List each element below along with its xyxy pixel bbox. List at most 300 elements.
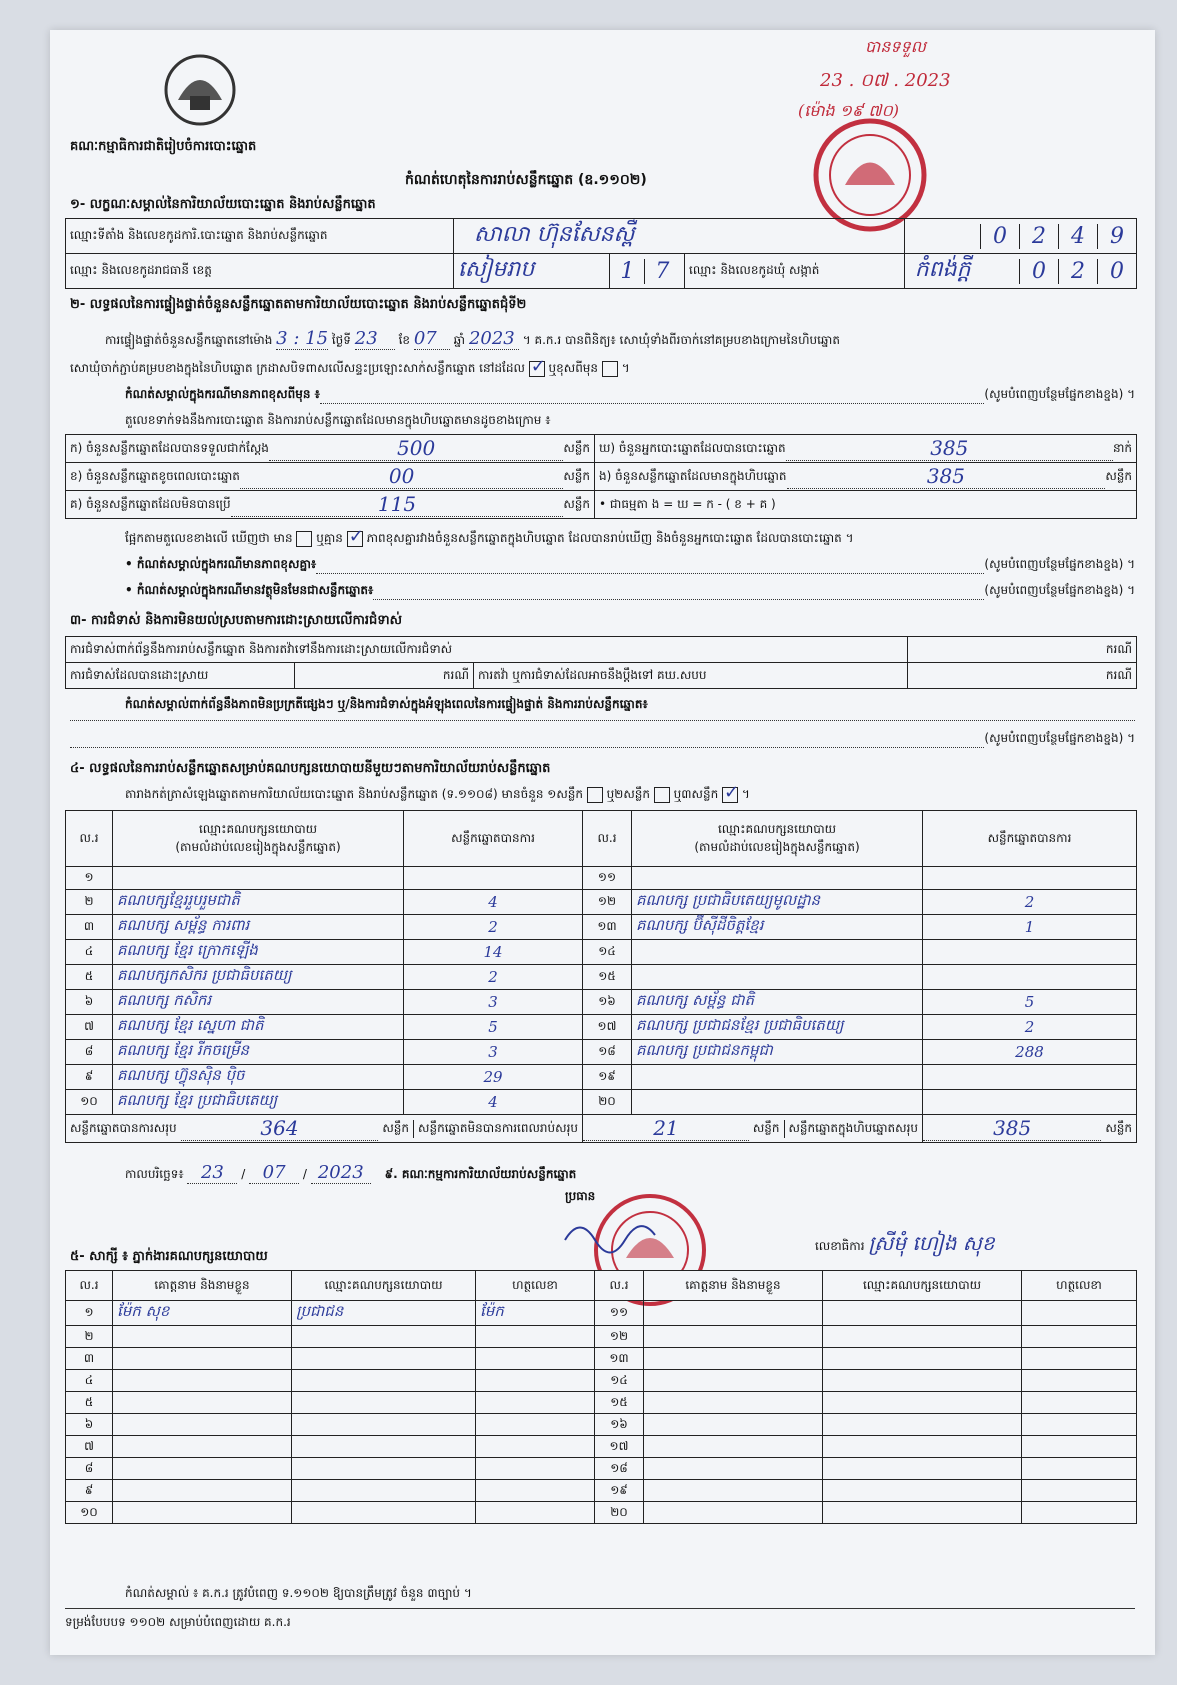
vote-count[interactable]: 1 — [923, 915, 1137, 940]
party-name[interactable]: គណបក្ស ខ្មែរ ក្រោកឡើង — [113, 940, 404, 965]
row-number: ១៧ — [583, 1015, 632, 1040]
witness-name[interactable] — [644, 1414, 823, 1436]
total-invalid-value[interactable]: 21 — [583, 1116, 749, 1141]
difference-line — [125, 530, 854, 548]
witness-name[interactable] — [113, 1392, 292, 1414]
station-info-table — [65, 218, 1137, 289]
foreign-object-note-line — [125, 582, 1135, 600]
witness-party[interactable] — [823, 1370, 1022, 1392]
witness-name[interactable] — [644, 1502, 823, 1524]
witness-name[interactable] — [644, 1301, 823, 1326]
vote-count[interactable]: 5 — [404, 1015, 583, 1040]
witness-name[interactable] — [644, 1458, 823, 1480]
witness-col-no: ល.រ — [595, 1271, 644, 1301]
changed-checkbox[interactable] — [602, 361, 618, 377]
witness-table — [65, 1270, 1137, 1524]
total-box-unit: សន្លឹក — [1105, 1120, 1132, 1135]
vote-count[interactable] — [923, 1065, 1137, 1090]
row-number: ១៦ — [595, 1414, 644, 1436]
difference-no-checkbox[interactable] — [347, 531, 363, 547]
count-label: ក) ចំនួនសន្លឹកឆ្នោតដែលបានទទួលជាក់ស្តែង — [70, 440, 269, 455]
form-sheet — [50, 30, 1155, 1655]
changed-label: ឬខុសពីមុន — [548, 361, 599, 375]
count-intro: តួលេខទាក់ទងនឹងការបោះឆ្នោត និងការរាប់សន្លឹកឆ្នោតដែលមានក្នុងហិបឆ្នោតមានដូចខាងក្រោម ៖ — [125, 413, 551, 427]
witness-party[interactable] — [823, 1502, 1022, 1524]
row-number: ៧ — [66, 1436, 113, 1458]
witness-body — [66, 1301, 1137, 1524]
foreign-object-note-label: • កំណត់សម្គាល់ក្នុងករណីមានវត្ថុមិនមែនជាសន្លឹកឆ្នោត៖ — [125, 583, 374, 597]
station-code-digit: 0 — [980, 224, 1019, 249]
verify-day[interactable]: 23 — [355, 328, 395, 350]
row-number: ១៩ — [583, 1065, 632, 1090]
station-code-digit: 4 — [1058, 224, 1097, 249]
witness-party[interactable] — [823, 1326, 1022, 1348]
two-sheet-label: ឬ២សន្លឹក — [606, 787, 651, 801]
party-name[interactable] — [113, 867, 404, 890]
commune-code-digit: 0 — [1019, 259, 1058, 284]
results-header-row — [66, 811, 1137, 867]
row-number: ១៣ — [583, 915, 632, 940]
count-label: ង) ចំនួនសន្លឹកឆ្នោតដែលមានក្នុងហិបឆ្នោត — [599, 468, 787, 483]
verify-text-b: ថ្ងៃទី — [331, 333, 351, 347]
witness-party[interactable] — [823, 1458, 1022, 1480]
verify-text-a: ការផ្ទៀងផ្ទាត់ចំនួនសន្លឹកឆ្នោតនៅម៉ោង — [105, 333, 273, 347]
vote-count[interactable] — [923, 940, 1137, 965]
received-time: (ម៉ោង ១៩ ៧០) — [798, 101, 900, 120]
section3-title: ៣- ការជំទាស់ និងការមិនយល់ស្របតាមការដោះស្រាយលើការជំទាស់ — [70, 613, 402, 628]
witness-party[interactable] — [823, 1392, 1022, 1414]
witness-name[interactable] — [644, 1370, 823, 1392]
row-number: ៩ — [66, 1480, 113, 1502]
results-total-row — [66, 1115, 1137, 1143]
witness-row — [66, 1326, 1137, 1348]
party-name[interactable] — [632, 965, 923, 990]
results-body — [66, 867, 1137, 1115]
total-valid-label: សន្លឹកឆ្នោតបានការសរុប — [70, 1120, 177, 1135]
witness-col-name: គោត្តនាម និងនាមខ្លួន — [644, 1271, 823, 1301]
witness-party[interactable] — [292, 1436, 476, 1458]
count-formula: • ជាធម្មតា ង = ឃ = ក - ( ខ + គ ) — [599, 496, 776, 511]
witness-signature[interactable] — [476, 1414, 595, 1436]
objection-row1-label: ការជំទាស់ពាក់ព័ន្ធនឹងការរាប់សន្លឹកឆ្នោត និងការតវ៉ាទៅនឹងការដោះស្រាយលើការជំទាស់ — [66, 637, 908, 663]
party-name[interactable]: គណបក្ស ខ្មែរ ស្នេហា ជាតិ — [113, 1015, 404, 1040]
row-number: ៨ — [66, 1458, 113, 1480]
row-number: ១១ — [595, 1301, 644, 1326]
witness-party[interactable] — [292, 1480, 476, 1502]
objection-table — [65, 636, 1137, 689]
col-party-title: ឈ្មោះគណបក្សនយោបាយ — [198, 821, 318, 836]
witness-signature[interactable] — [1022, 1326, 1137, 1348]
row-number: ៥ — [66, 1392, 113, 1414]
verify-time[interactable]: 3 : 15 — [276, 328, 329, 349]
vote-count[interactable] — [923, 965, 1137, 990]
witness-name[interactable] — [644, 1392, 823, 1414]
witness-signature[interactable] — [1022, 1348, 1137, 1370]
witness-party[interactable] — [292, 1348, 476, 1370]
foreign-object-note-hint: (សូមបំពេញបន្ថែមផ្នែកខាងខ្នង) ។ — [984, 583, 1135, 597]
province-code-digit: 7 — [655, 258, 670, 284]
row-number: ២០ — [583, 1090, 632, 1115]
witness-header-row — [66, 1271, 1137, 1301]
row-number: ៥ — [66, 965, 113, 990]
count-unit: សន្លឹក — [563, 440, 590, 455]
verify-year[interactable]: 2023 — [469, 328, 519, 350]
vote-count[interactable]: 2 — [404, 965, 583, 990]
results-row — [66, 1040, 1137, 1065]
irregularity-note-hint: (សូមបំពេញបន្ថែមផ្នែកខាងខ្នង) ។ — [984, 731, 1135, 745]
row-number: ១២ — [583, 890, 632, 915]
witness-name[interactable] — [113, 1326, 292, 1348]
difference-note-label: • កំណត់សម្គាល់ក្នុងករណីមានភាពខុសគ្នា៖ — [125, 557, 317, 571]
commune-code-digit: 0 — [1097, 259, 1136, 284]
change-note-line — [125, 386, 1135, 404]
resolved-unit: ករណី — [295, 663, 474, 689]
witness-signature[interactable] — [476, 1458, 595, 1480]
count-row — [66, 491, 1137, 519]
date-day[interactable]: 23 — [187, 1162, 237, 1184]
witness-party[interactable] — [823, 1348, 1022, 1370]
resolved-label: ការជំទាស់ដែលបានដោះស្រាយ — [66, 663, 295, 689]
results-row — [66, 1090, 1137, 1115]
commune-code-digit: 2 — [1058, 259, 1097, 284]
commune-cell — [904, 254, 1136, 289]
province-code-digit: 1 — [610, 259, 645, 284]
row-number: ៦ — [66, 1414, 113, 1436]
chief-signature-icon — [560, 1210, 670, 1270]
witness-name[interactable] — [113, 1458, 292, 1480]
row-number: ១៨ — [595, 1458, 644, 1480]
secretary-signature: ស្រីមុំ ហៀង សុខ — [868, 1231, 995, 1255]
witness-name[interactable] — [113, 1436, 292, 1458]
results-row — [66, 890, 1137, 915]
difference-note-line — [125, 556, 1135, 574]
vote-count[interactable]: 29 — [404, 1065, 583, 1090]
verify-text-c: ខែ — [398, 333, 411, 347]
count-value[interactable]: 00 — [240, 464, 563, 489]
three-sheet-label: ឬ៣សន្លឹក — [673, 787, 719, 801]
irregularity-note-field-1[interactable] — [70, 720, 1135, 721]
one-sheet-checkbox[interactable] — [587, 787, 603, 803]
verify-text-e: ។ គ.ក.រ បានពិនិត្យ៖ សោឃុំទាំងពីរចាក់នៅគម្របខាងក្រោមនៃហិបឆ្នោត — [522, 333, 840, 347]
party-name[interactable] — [632, 867, 923, 890]
witness-row — [66, 1301, 1137, 1326]
row-number: ១០ — [66, 1090, 113, 1115]
row-number: ៣ — [66, 915, 113, 940]
section1-title: ១- លក្ខណៈសម្គាល់នៃការិយាល័យបោះឆ្នោត និងរាប់សន្លឹកឆ្នោត — [70, 197, 376, 212]
row-number: ៦ — [66, 990, 113, 1015]
witness-signature[interactable] — [1022, 1436, 1137, 1458]
count-unit: សន្លឹក — [563, 496, 590, 511]
witness-signature[interactable] — [476, 1436, 595, 1458]
row-number: ៩ — [66, 1065, 113, 1090]
results-table — [65, 810, 1137, 1143]
vote-count[interactable]: 3 — [404, 1040, 583, 1065]
row-number: ១២ — [595, 1326, 644, 1348]
row-number: ១៧ — [595, 1436, 644, 1458]
row-number: ១ — [66, 1301, 113, 1326]
witness-name[interactable] — [644, 1436, 823, 1458]
count-unit: នាក់ — [1112, 440, 1132, 455]
witness-signature[interactable] — [1022, 1458, 1137, 1480]
total-invalid-unit: សន្លឹក — [749, 1120, 785, 1138]
vote-count[interactable]: 3 — [404, 990, 583, 1015]
vote-count[interactable]: 5 — [923, 990, 1137, 1015]
results-row — [66, 990, 1137, 1015]
witness-name[interactable]: ម៉ែក សុខ — [113, 1301, 292, 1326]
received-date: 23 . ០៧ . 2023 — [820, 70, 951, 91]
witness-name[interactable] — [113, 1370, 292, 1392]
footnote: កំណត់សម្គាល់ ៖ គ.ក.រ ត្រូវបំពេញ ទ.១១០២ ឱ្យបានត្រឹមត្រូវ ចំនួន ៣ច្បាប់ ។ — [125, 1586, 472, 1600]
party-name[interactable]: គណបក្ស សម្ព័ន្ធ ជាតិ — [632, 990, 923, 1015]
col-party-title: ឈ្មោះគណបក្សនយោបាយ — [717, 821, 837, 836]
party-name[interactable]: គណបក្ស ប្រជាជនខ្មែរ ប្រជាធិបតេយ្យ — [632, 1015, 923, 1040]
three-sheet-checkbox[interactable] — [722, 787, 738, 803]
col-party-subtitle: (តាមលំដាប់លេខរៀងក្នុងសន្លឹកឆ្នោត) — [175, 839, 341, 854]
witness-row — [66, 1414, 1137, 1436]
party-name[interactable]: គណបក្ស ប្រជាជនកម្ពុជា — [632, 1040, 923, 1065]
appeal-label: ការតវ៉ា ឬការជំទាស់ដែលអាចនឹងប្តឹងទៅ គឃ.សបប — [474, 663, 908, 689]
row-number: ១ — [66, 867, 113, 890]
witness-col-party: ឈ្មោះគណបក្សនយោបាយ — [292, 1271, 476, 1301]
witness-party[interactable] — [823, 1436, 1022, 1458]
witness-name[interactable] — [644, 1480, 823, 1502]
section4-title: ៤- លទ្ធផលនៃការរាប់សន្លឹកឆ្នោតសម្រាប់គណបក្សនយោបាយនីមួយៗតាមការិយាល័យរាប់សន្លឹកឆ្នោត — [70, 761, 551, 776]
witness-party[interactable] — [292, 1414, 476, 1436]
verify-month[interactable]: 07 — [414, 328, 450, 350]
total-invalid-label: សន្លឹកឆ្នោតមិនបានការពេលរាប់សរុប — [418, 1120, 578, 1135]
station-code-digit: 9 — [1097, 224, 1136, 249]
date-year[interactable]: 2023 — [311, 1162, 371, 1184]
total-valid-unit: សន្លឹក — [378, 1120, 414, 1138]
official-seal-icon — [810, 115, 930, 235]
row-number: ១៥ — [583, 965, 632, 990]
count-value[interactable]: 385 — [786, 436, 1113, 461]
row-number: ៨ — [66, 1040, 113, 1065]
party-name[interactable]: គណបក្ស ហ៊្វុនស៊ិន ប៉ិច — [113, 1065, 404, 1090]
witness-col-no: ល.រ — [66, 1271, 113, 1301]
difference-note-field[interactable] — [316, 556, 984, 574]
witness-name[interactable] — [113, 1502, 292, 1524]
objection-row1-unit: ករណី — [908, 637, 1137, 663]
witness-signature[interactable] — [1022, 1502, 1137, 1524]
witness-signature[interactable] — [1022, 1414, 1137, 1436]
count-value[interactable]: 385 — [787, 464, 1106, 489]
witness-signature[interactable] — [476, 1480, 595, 1502]
vote-count[interactable] — [923, 867, 1137, 890]
form-title: កំណត់ហេតុនៃការរាប់សន្លឹកឆ្នោត (ឧ.១១០២) — [405, 172, 647, 188]
vote-count[interactable] — [404, 867, 583, 890]
secretary-label: លេខាធិការ — [815, 1239, 865, 1253]
row-number: ១៤ — [595, 1370, 644, 1392]
section2-title: ២- លទ្ធផលនៃការផ្ទៀងផ្ទាត់ចំនួនសន្លឹកឆ្នោតតាមការិយាល័យបោះឆ្នោត និងរាប់សន្លឹកឆ្នោតជុំទី២ — [70, 297, 527, 312]
witness-signature[interactable] — [476, 1392, 595, 1414]
row-number: ១៨ — [583, 1040, 632, 1065]
witness-signature[interactable] — [476, 1326, 595, 1348]
count-unit: សន្លឹក — [1105, 468, 1132, 483]
vote-count[interactable]: 4 — [404, 890, 583, 915]
witness-row — [66, 1392, 1137, 1414]
witness-party[interactable] — [292, 1392, 476, 1414]
nec-emblem-icon — [160, 50, 240, 130]
witness-party[interactable] — [823, 1480, 1022, 1502]
party-name[interactable]: គណបក្សកសិករ ប្រជាធិបតេយ្យ — [113, 965, 404, 990]
vote-count[interactable] — [923, 1090, 1137, 1115]
vote-count[interactable]: 2 — [404, 915, 583, 940]
received-label: បានទទួល — [865, 37, 926, 56]
count-value[interactable]: 500 — [269, 436, 563, 461]
row-number: ១០ — [66, 1502, 113, 1524]
unchanged-checkbox[interactable] — [529, 361, 545, 377]
date-line: កាលបរិច្ឆេទ៖ 23 / 07 / 2023 ៩. គណៈកម្មការការិយាល័យរាប់សន្លឹកឆ្នោត — [125, 1162, 577, 1183]
row-number: ១៤ — [583, 940, 632, 965]
witness-col-name: គោត្តនាម និងនាមខ្លួន — [113, 1271, 292, 1301]
witness-row — [66, 1502, 1137, 1524]
station-code-digit: 2 — [1019, 224, 1058, 249]
two-sheet-checkbox[interactable] — [654, 787, 670, 803]
col-votes-header: សន្លឹកឆ្នោតបានការ — [923, 811, 1137, 867]
witness-party[interactable] — [292, 1370, 476, 1392]
commune-name: កំពង់ក្តី — [914, 257, 971, 282]
difference-text-c: ភាពខុសគ្នារវាងចំនួនសន្លឹកឆ្នោតក្នុងហិបឆ្នោត ដែលបានរាប់ឃើញ និងចំនួនអ្នកបោះឆ្នោត ដែលបានបោះឆ្នោត ។ — [366, 531, 854, 545]
province-label: ឈ្មោះ និងលេខកូដរាជធានី ខេត្ត — [66, 254, 454, 289]
change-note-field[interactable] — [320, 386, 985, 404]
row-number: ១៥ — [595, 1392, 644, 1414]
ballot-count-table — [65, 434, 1137, 519]
vote-count[interactable]: 4 — [404, 1090, 583, 1115]
witness-name[interactable] — [113, 1348, 292, 1370]
commune-label: ឈ្មោះ និងលេខកូដឃុំ សង្កាត់ — [685, 254, 905, 289]
col-votes-header: សន្លឹកឆ្នោតបានការ — [404, 811, 583, 867]
row-number: ៣ — [66, 1348, 113, 1370]
appeal-unit: ករណី — [908, 663, 1137, 689]
total-box-label: សន្លឹកឆ្នោតក្នុងហិបឆ្នោតសរុប — [788, 1120, 918, 1135]
witness-signature[interactable] — [1022, 1370, 1137, 1392]
tally-sheet-line: តារាងកត់ត្រាសំឡេងឆ្នោតតាមការិយាល័យបោះឆ្នោត និងរាប់សន្លឹកឆ្នោត (ទ.១១០៨) មានចំនួន ១សន្លឹក ឬ២សន្លឹក ឬ៣សន្លឹក ✓ ។ — [125, 786, 750, 804]
count-unit: សន្លឹក — [563, 468, 590, 483]
witness-row — [66, 1348, 1137, 1370]
chief-label: ប្រធាន — [565, 1189, 596, 1203]
results-row — [66, 915, 1137, 940]
party-name[interactable]: គណបក្ស កសិករ — [113, 990, 404, 1015]
witness-party[interactable] — [823, 1301, 1022, 1326]
witness-signature[interactable] — [476, 1502, 595, 1524]
date-month[interactable]: 07 — [249, 1162, 299, 1184]
difference-text-a: ផ្អែកតាមតួលេខខាងលើ ឃើញថា មាន — [125, 531, 293, 545]
party-name[interactable]: គណបក្សខ្មែររួបរួមជាតិ — [113, 890, 404, 915]
col-party-header — [632, 811, 923, 867]
irregularity-note-line-2 — [70, 730, 1135, 748]
vote-count[interactable]: 2 — [923, 890, 1137, 915]
results-row — [66, 965, 1137, 990]
change-note-hint: (សូមបំពេញបន្ថែមផ្នែកខាងខ្នង) ។ — [984, 387, 1135, 401]
col-party-header — [113, 811, 404, 867]
party-name[interactable] — [632, 1090, 923, 1115]
witness-row — [66, 1458, 1137, 1480]
station-name: សាលា ហ៊ុនសែនស្ពឺ — [453, 219, 904, 254]
results-row — [66, 1015, 1137, 1040]
party-name[interactable]: គណបក្ស សម្ព័ន្ធ ការពារ — [113, 915, 404, 940]
party-name[interactable] — [632, 1065, 923, 1090]
difference-text-b: ឬគ្មាន — [316, 531, 343, 545]
witness-col-party: ឈ្មោះគណបក្សនយោបាយ — [823, 1271, 1022, 1301]
witness-name[interactable] — [113, 1480, 292, 1502]
province-code — [610, 254, 685, 289]
results-row — [66, 867, 1137, 890]
witness-row — [66, 1480, 1137, 1502]
witness-name[interactable] — [644, 1348, 823, 1370]
row-number: ៤ — [66, 940, 113, 965]
secretary-line — [815, 1230, 995, 1260]
witness-party[interactable] — [823, 1414, 1022, 1436]
witness-col-sign: ហត្ថលេខា — [476, 1271, 595, 1301]
witness-party[interactable]: ប្រជាជន — [292, 1301, 476, 1326]
foreign-object-note-field[interactable] — [373, 582, 984, 600]
verify-text-f: សោឃុំចាក់ភ្ជាប់គម្របខាងក្នុងនៃហិបឆ្នោត ក្រដាសបិទពាសលើសន្ទះប្រឡោះសាក់សន្លឹកឆ្នោត នៅដដែល — [70, 361, 525, 375]
vote-count[interactable]: 288 — [923, 1040, 1137, 1065]
vote-count[interactable]: 14 — [404, 940, 583, 965]
committee-label: ៩. គណៈកម្មការការិយាល័យរាប់សន្លឹកឆ្នោត — [384, 1167, 577, 1181]
station-label: ឈ្មោះទីតាំង និងលេខកូដការិ.បោះឆ្នោត និងរាប់សន្លឹកឆ្នោត — [66, 219, 454, 254]
results-row — [66, 940, 1137, 965]
station-code — [904, 219, 1136, 254]
row-number: ៧ — [66, 1015, 113, 1040]
count-label: គ) ចំនួនសន្លឹកឆ្នោតដែលមិនបានប្រើ — [70, 496, 231, 511]
difference-note-hint: (សូមបំពេញបន្ថែមផ្នែកខាងខ្នង) ។ — [984, 557, 1135, 571]
party-name[interactable]: គណបក្ស ប៊ីស៊ីដីចិត្តខ្មែរ — [632, 915, 923, 940]
row-number: ១៣ — [595, 1348, 644, 1370]
footer-divider — [65, 1608, 1135, 1609]
witness-signature[interactable] — [476, 1370, 595, 1392]
party-name[interactable]: គណបក្ស ខ្មែរ រីកចម្រើន — [113, 1040, 404, 1065]
count-value[interactable]: 115 — [231, 492, 564, 517]
row-number: ៤ — [66, 1370, 113, 1392]
form-footer: ទម្រង់បែបបទ ១១០២ សម្រាប់បំពេញដោយ គ.ក.រ — [65, 1615, 291, 1629]
witness-name[interactable] — [113, 1414, 292, 1436]
witness-row — [66, 1370, 1137, 1392]
witness-party[interactable] — [292, 1502, 476, 1524]
total-box-value[interactable]: 385 — [923, 1116, 1101, 1141]
row-number: ២ — [66, 890, 113, 915]
section5-title: ៥- សាក្សី ៖ ភ្នាក់ងារគណបក្សនយោបាយ — [70, 1249, 268, 1264]
party-name[interactable] — [632, 940, 923, 965]
vote-count[interactable]: 2 — [923, 1015, 1137, 1040]
witness-signature[interactable] — [1022, 1480, 1137, 1502]
irregularity-note-label: កំណត់សម្គាល់ពាក់ព័ន្ធនឹងភាពមិនប្រក្រតីផ្សេងៗ ឬ/និងការជំទាស់ក្នុងអំឡុងពេលនៃការផ្ទៀងផ្ទាត់ និងការរាប់សន្លឹកឆ្នោត៖ — [125, 697, 648, 711]
row-number: ១៩ — [595, 1480, 644, 1502]
total-valid-value[interactable]: 364 — [181, 1116, 379, 1141]
row-number: ២ — [66, 1326, 113, 1348]
irregularity-note-field-2[interactable] — [70, 730, 984, 748]
witness-signature[interactable] — [1022, 1392, 1137, 1414]
org-name: គណៈកម្មាធិការជាតិរៀបចំការបោះឆ្នោត — [70, 139, 257, 154]
party-name[interactable]: គណបក្ស ប្រជាធិបតេយ្យមូលដ្ឋាន — [632, 890, 923, 915]
witness-row — [66, 1436, 1137, 1458]
witness-name[interactable] — [644, 1326, 823, 1348]
witness-signature[interactable] — [476, 1348, 595, 1370]
witness-signature[interactable]: ម៉ែក — [476, 1301, 595, 1326]
party-name[interactable]: គណបក្ស ខ្មែរ ប្រជាធិបតេយ្យ — [113, 1090, 404, 1115]
witness-signature[interactable] — [1022, 1301, 1137, 1326]
change-note-label: កំណត់សម្គាល់ក្នុងករណីមានភាពខុសពីមុន ៖ — [125, 387, 320, 401]
verify-text-d: ឆ្នាំ — [453, 333, 466, 347]
province-name: សៀមរាប — [453, 254, 610, 289]
row-number: ១៦ — [583, 990, 632, 1015]
date-label: កាលបរិច្ឆេទ៖ — [125, 1167, 184, 1181]
witness-party[interactable] — [292, 1458, 476, 1480]
row-number: ២០ — [595, 1502, 644, 1524]
difference-yes-checkbox[interactable] — [296, 531, 312, 547]
witness-party[interactable] — [292, 1326, 476, 1348]
